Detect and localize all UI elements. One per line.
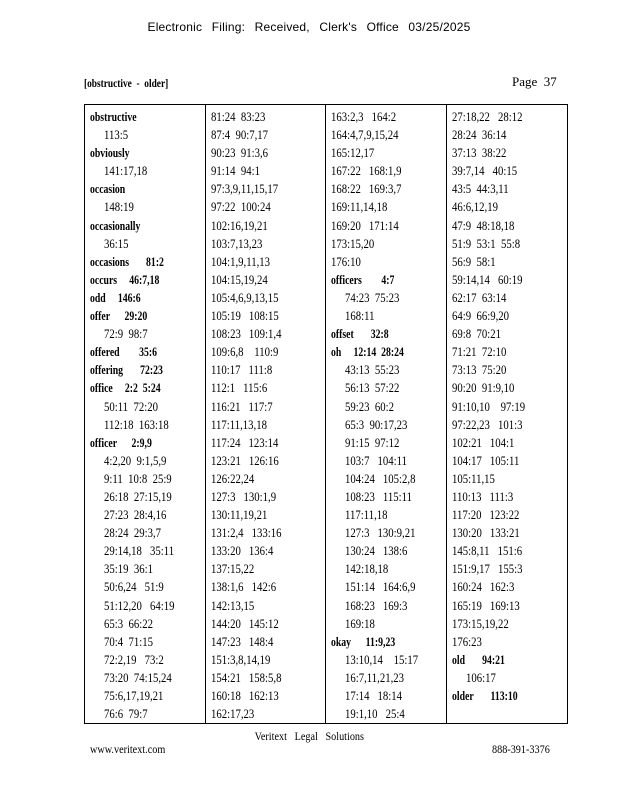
- index-entry: [211, 325, 326, 343]
- index-entry: [90, 669, 205, 687]
- index-term: [452, 687, 568, 705]
- index-text: 151:3,8,14,19: [210, 652, 270, 667]
- index-text: 142:13,15: [210, 598, 254, 613]
- index-text: 168:22 169:3,7: [331, 182, 402, 197]
- footer-company-text: Veritext Legal Solutions: [254, 729, 364, 743]
- index-term: [331, 325, 446, 343]
- index-text: 43:5 44:3,11: [451, 182, 509, 197]
- index-term: [90, 253, 205, 271]
- index-text: 76:6 79:7: [104, 707, 148, 722]
- index-entry: [331, 361, 446, 379]
- index-text: obstructive: [90, 110, 137, 124]
- index-entry: [211, 343, 326, 361]
- index-entry: [331, 542, 446, 560]
- index-text: 160:24 162:3: [451, 580, 514, 595]
- index-term: [90, 108, 205, 126]
- index-term: [90, 361, 205, 379]
- index-entry: [211, 488, 326, 506]
- index-entry: [452, 398, 568, 416]
- index-entry: [90, 705, 205, 723]
- index-text: 50:6,24 51:9: [104, 580, 164, 595]
- index-entry: [452, 325, 568, 343]
- index-entry: [452, 379, 568, 397]
- index-entry: [331, 289, 446, 307]
- index-text: 130:11,19,21: [210, 508, 267, 523]
- index-entry: [90, 560, 205, 578]
- index-text: 87:4 90:7,17: [210, 128, 268, 143]
- index-text: 46:6,12,19: [451, 200, 498, 215]
- index-entry: [211, 180, 326, 198]
- index-term: [90, 144, 205, 162]
- footer-phone-text: 888-391-3376: [492, 742, 550, 756]
- index-text: 4:2,20 9:1,5,9: [104, 453, 167, 468]
- index-entry: [90, 597, 205, 615]
- index-text: 91:14 94:1: [210, 164, 260, 179]
- index-text: 168:11: [345, 309, 375, 324]
- index-text: 151:9,17 155:3: [451, 562, 522, 577]
- index-entry: [211, 597, 326, 615]
- index-text: 13:10,14 15:17: [345, 652, 419, 667]
- index-text: offset 32:8: [331, 327, 389, 342]
- index-entry: [452, 506, 568, 524]
- index-text: 97:22,23 101:3: [451, 417, 522, 432]
- index-text: 51:9 53:1 55:8: [451, 236, 520, 251]
- index-text: 71:21 72:10: [451, 345, 506, 360]
- index-text: 117:11,13,18: [210, 417, 267, 432]
- index-text: 91:15 97:12: [345, 435, 400, 450]
- index-entry: [211, 669, 326, 687]
- index-text: odd 146:6: [90, 290, 141, 305]
- index-text: 141:17,18: [104, 164, 148, 179]
- index-entry: [211, 108, 326, 126]
- index-entry: [331, 398, 446, 416]
- index-text: 26:18 27:15,19: [104, 489, 172, 504]
- index-text: 17:14 18:14: [345, 689, 403, 703]
- index-text: 169:11,14,18: [331, 200, 388, 215]
- index-text: 56:9 58:1: [451, 254, 496, 269]
- index-text: 173:15,20: [331, 236, 375, 251]
- index-text: 59:14,14 60:19: [451, 272, 522, 287]
- index-text: 154:21 158:5,8: [210, 670, 281, 685]
- index-text: 69:8 70:21: [451, 327, 501, 342]
- index-text: 65:3 90:17,23: [345, 417, 408, 432]
- index-entry: [90, 416, 205, 434]
- index-text: officer 2:9,9: [90, 435, 152, 450]
- index-entry: [90, 398, 205, 416]
- index-text: 97:22 100:24: [210, 200, 271, 215]
- index-entry: [211, 289, 326, 307]
- index-entry: [211, 307, 326, 325]
- index-text: 106:17: [465, 670, 496, 685]
- index-text: 116:21 117:7: [210, 399, 273, 414]
- index-entry: [211, 524, 326, 542]
- index-text: 28:24 36:14: [451, 128, 506, 143]
- index-text: 72:9 98:7: [104, 327, 148, 342]
- index-term: [90, 180, 205, 198]
- index-entry: [90, 542, 205, 560]
- index-entry: [211, 705, 326, 723]
- index-text: 148:19: [104, 200, 134, 215]
- index-text: 104:24 105:2,8: [345, 471, 416, 486]
- index-entry: [331, 379, 446, 397]
- index-text: 103:7 104:11: [345, 453, 408, 468]
- index-entry: [211, 235, 326, 253]
- index-entry: [211, 633, 326, 651]
- index-entry: [331, 108, 446, 126]
- index-entry: [211, 651, 326, 669]
- index-text: 165:19 169:13: [451, 598, 520, 613]
- index-range-header: [obstructive - older]: [84, 76, 169, 90]
- index-text: occurs 46:7,18: [90, 272, 160, 287]
- index-entry: [90, 198, 205, 216]
- index-text: 127:3 130:1,9: [210, 489, 276, 504]
- index-entry: [90, 470, 205, 488]
- index-entry: [452, 633, 568, 651]
- index-entry: [452, 126, 568, 144]
- index-text: 36:15: [104, 236, 129, 251]
- index-column-3: [326, 105, 447, 723]
- footer-phone: [492, 742, 560, 757]
- index-text: 176:10: [331, 254, 361, 269]
- index-entry: [452, 416, 568, 434]
- index-entry: [331, 687, 446, 705]
- index-text: 165:12,17: [331, 146, 375, 161]
- index-text: occasionally: [90, 218, 141, 233]
- index-text: 28:24 29:3,7: [104, 526, 162, 541]
- index-entry: [331, 217, 446, 235]
- index-entry: [211, 162, 326, 180]
- index-entry: [90, 162, 205, 180]
- index-text: 50:11 72:20: [104, 399, 158, 414]
- index-text: 39:7,14 40:15: [451, 164, 517, 179]
- index-text: 56:13 57:22: [345, 381, 400, 396]
- index-text: 29:14,18 35:11: [104, 544, 175, 559]
- index-text: 65:3 66:22: [104, 616, 153, 631]
- footer-website-text: www.veritext.com: [90, 742, 166, 756]
- index-term: [90, 307, 205, 325]
- index-column-4: [447, 105, 568, 723]
- index-text: 70:4 71:15: [104, 634, 153, 649]
- index-entry: [331, 144, 446, 162]
- index-text: 104:1,9,11,13: [210, 254, 270, 269]
- index-term: [331, 633, 446, 651]
- index-entry: [331, 162, 446, 180]
- index-text: 110:13 111:3: [451, 489, 513, 504]
- index-text: 105:19 108:15: [210, 309, 279, 324]
- index-entry: [331, 198, 446, 216]
- index-text: 108:23 115:11: [345, 489, 412, 504]
- index-entry: [331, 180, 446, 198]
- index-entry: [452, 597, 568, 615]
- index-text: oh 12:14 28:24: [331, 345, 404, 360]
- index-text: 127:3 130:9,21: [345, 526, 416, 541]
- index-text: offering 72:23: [90, 363, 163, 378]
- index-entry: [452, 235, 568, 253]
- index-entry: [452, 524, 568, 542]
- index-text: 59:23 60:2: [345, 399, 394, 414]
- index-text: old 94:21: [451, 652, 505, 667]
- index-text: 74:23 75:23: [345, 290, 400, 305]
- index-entry: [452, 470, 568, 488]
- index-term: [90, 289, 205, 307]
- index-entry: [90, 235, 205, 253]
- index-text: 91:10,10 97:19: [451, 399, 525, 414]
- index-text: 160:18 162:13: [210, 689, 279, 703]
- word-index-table: [84, 104, 568, 724]
- index-entry: [452, 217, 568, 235]
- index-term: [90, 343, 205, 361]
- index-text: 35:19 36:1: [104, 562, 153, 577]
- index-text: 113:5: [104, 128, 129, 143]
- index-entry: [331, 434, 446, 452]
- index-text: 123:21 126:16: [210, 453, 279, 468]
- index-text: 90:23 91:3,6: [210, 146, 268, 161]
- index-text: 64:9 66:9,20: [451, 309, 509, 324]
- index-text: 147:23 148:4: [210, 634, 273, 649]
- index-text: 27:18,22 28:12: [451, 110, 522, 124]
- index-text: 173:15,19,22: [451, 616, 509, 631]
- index-entry: [90, 488, 205, 506]
- index-entry: [452, 560, 568, 578]
- index-entry: [331, 506, 446, 524]
- index-text: 73:13 75:20: [451, 363, 506, 378]
- index-text: 103:7,13,23: [210, 236, 262, 251]
- index-text: 81:24 83:23: [210, 110, 265, 124]
- footer-website: [90, 742, 179, 757]
- index-entry: [211, 452, 326, 470]
- index-entry: [90, 578, 205, 596]
- index-entry: [331, 452, 446, 470]
- index-text: 133:20 136:4: [210, 544, 273, 559]
- index-text: 19:1,10 25:4: [345, 707, 405, 722]
- index-entry: [331, 307, 446, 325]
- index-entry: [452, 488, 568, 506]
- index-entry: [452, 108, 568, 126]
- index-entry: [211, 217, 326, 235]
- index-text: 51:12,20 64:19: [104, 598, 175, 613]
- index-text: 126:22,24: [210, 471, 254, 486]
- index-text: okay 11:9,23: [331, 634, 396, 649]
- index-entry: [211, 253, 326, 271]
- index-text: 130:20 133:21: [451, 526, 520, 541]
- index-entry: [452, 162, 568, 180]
- index-term: [90, 379, 205, 397]
- index-entry: [331, 416, 446, 434]
- index-entry: [90, 687, 205, 705]
- index-text: 162:17,23: [210, 707, 254, 722]
- index-text: occasion: [90, 182, 126, 197]
- index-text: 144:20 145:12: [210, 616, 279, 631]
- index-text: 117:24 123:14: [210, 435, 278, 450]
- index-text: officers 4:7: [331, 272, 395, 287]
- index-text: 73:20 74:15,24: [104, 670, 172, 685]
- index-text: 43:13 55:23: [345, 363, 400, 378]
- index-entry: [211, 126, 326, 144]
- index-entry: [90, 524, 205, 542]
- index-text: 27:23 28:4,16: [104, 508, 167, 523]
- index-text: 142:18,18: [345, 562, 389, 577]
- index-entry: [331, 615, 446, 633]
- index-entry: [452, 253, 568, 271]
- index-entry: [90, 126, 205, 144]
- index-text: 105:11,15: [451, 471, 495, 486]
- index-entry: [211, 560, 326, 578]
- index-column-2: [206, 105, 327, 723]
- index-text: 104:17 105:11: [451, 453, 519, 468]
- index-entry: [211, 361, 326, 379]
- index-text: 37:13 38:22: [451, 146, 506, 161]
- index-entry: [211, 416, 326, 434]
- index-entry: [211, 398, 326, 416]
- index-text: 102:16,19,21: [210, 218, 268, 233]
- index-entry: [211, 615, 326, 633]
- index-text: 138:1,6 142:6: [210, 580, 276, 595]
- index-entry: [90, 452, 205, 470]
- index-text: offered 35:6: [90, 345, 157, 360]
- index-text: 117:20 123:22: [451, 508, 519, 523]
- index-entry: [211, 271, 326, 289]
- index-term: [331, 343, 446, 361]
- index-text: 145:8,11 151:6: [451, 544, 522, 559]
- index-text: obviously: [90, 146, 130, 161]
- index-text: 137:15,22: [210, 562, 254, 577]
- index-entry: [452, 307, 568, 325]
- index-text: offer 29:20: [90, 309, 148, 324]
- page-number: Page 37: [512, 74, 557, 89]
- index-text: 104:15,19,24: [210, 272, 268, 287]
- index-text: 90:20 91:9,10: [451, 381, 514, 396]
- index-text: older 113:10: [451, 689, 518, 703]
- index-entry: [331, 578, 446, 596]
- index-term: [90, 217, 205, 235]
- index-text: occasions 81:2: [90, 254, 164, 269]
- index-entry: [452, 434, 568, 452]
- index-text: 9:11 10:8 25:9: [104, 471, 172, 486]
- index-entry: [90, 325, 205, 343]
- index-text: 47:9 48:18,18: [451, 218, 514, 233]
- index-text: 112:18 163:18: [104, 417, 169, 432]
- index-term: [331, 271, 446, 289]
- index-text: 97:3,9,11,15,17: [210, 182, 278, 197]
- index-text: 167:22 168:1,9: [331, 164, 402, 179]
- index-entry: [331, 488, 446, 506]
- index-text: 102:21 104:1: [451, 435, 514, 450]
- index-entry: [452, 271, 568, 289]
- index-text: 131:2,4 133:16: [210, 526, 281, 541]
- index-entry: [331, 705, 446, 723]
- index-entry: [452, 542, 568, 560]
- index-entry: [211, 506, 326, 524]
- index-text: 112:1 115:6: [210, 381, 267, 396]
- index-text: 117:11,18: [345, 508, 388, 523]
- filing-stamp: Electronic Filing: Received, Clerk's Office 03/25/2025: [147, 20, 471, 34]
- index-entry: [211, 578, 326, 596]
- index-text: 163:2,3 164:2: [331, 110, 397, 124]
- index-text: 105:4,6,9,13,15: [210, 290, 278, 305]
- index-entry: [331, 235, 446, 253]
- index-text: 130:24 138:6: [345, 544, 408, 559]
- index-entry: [331, 669, 446, 687]
- index-text: 169:20 171:14: [331, 218, 399, 233]
- index-entry: [452, 361, 568, 379]
- index-text: 176:23: [451, 634, 482, 649]
- index-text: 110:17 111:8: [210, 363, 272, 378]
- index-entry: [452, 615, 568, 633]
- index-entry: [331, 651, 446, 669]
- index-text: 164:4,7,9,15,24: [331, 128, 399, 143]
- index-entry: [452, 198, 568, 216]
- index-entry: [331, 470, 446, 488]
- index-entry: [452, 289, 568, 307]
- index-entry: [331, 253, 446, 271]
- index-text: 168:23 169:3: [345, 598, 408, 613]
- index-entry: [331, 597, 446, 615]
- index-entry: [452, 180, 568, 198]
- index-entry: [452, 144, 568, 162]
- index-entry: [90, 615, 205, 633]
- index-entry: [211, 144, 326, 162]
- index-text: 75:6,17,19,21: [104, 689, 164, 703]
- index-text: 72:2,19 73:2: [104, 652, 164, 667]
- index-entry: [211, 542, 326, 560]
- index-entry: [331, 560, 446, 578]
- index-text: 109:6,8 110:9: [210, 345, 278, 360]
- index-entry: [211, 379, 326, 397]
- index-entry: [90, 633, 205, 651]
- index-text: office 2:2 5:24: [90, 381, 161, 396]
- index-term: [90, 434, 205, 452]
- index-entry: [211, 434, 326, 452]
- index-entry: [211, 470, 326, 488]
- index-text: 151:14 164:6,9: [345, 580, 416, 595]
- index-term: [452, 651, 568, 669]
- index-column-1: [85, 105, 206, 723]
- index-entry: [452, 669, 568, 687]
- index-entry: [90, 506, 205, 524]
- index-entry: [211, 198, 326, 216]
- index-term: [90, 271, 205, 289]
- index-text: 169:18: [345, 616, 375, 631]
- index-entry: [331, 524, 446, 542]
- index-entry: [211, 687, 326, 705]
- index-entry: [452, 343, 568, 361]
- index-text: 16:7,11,21,23: [345, 670, 405, 685]
- index-entry: [331, 126, 446, 144]
- index-text: 108:23 109:1,4: [210, 327, 281, 342]
- index-entry: [90, 651, 205, 669]
- index-entry: [452, 578, 568, 596]
- index-text: 62:17 63:14: [451, 290, 506, 305]
- index-entry: [452, 452, 568, 470]
